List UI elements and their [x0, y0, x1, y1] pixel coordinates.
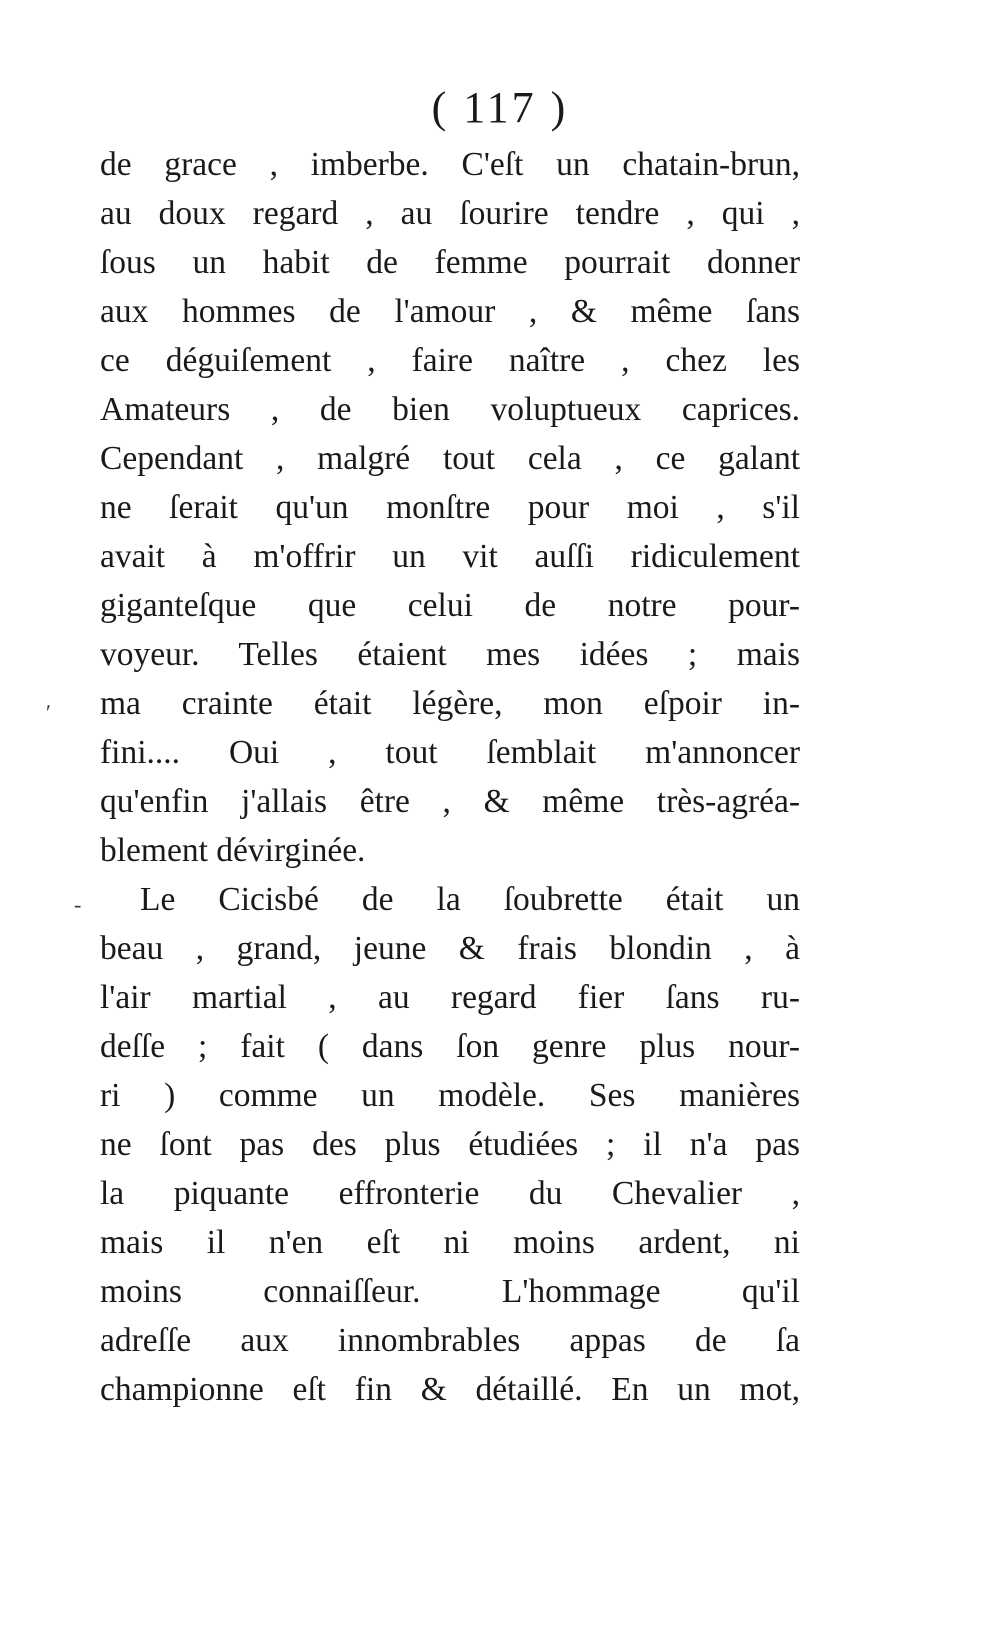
text-line: adreſſe aux innombrables appas de ſa: [100, 1322, 800, 1359]
text-line: aux hommes de l'amour , & même ſans: [100, 293, 800, 330]
text-line: Amateurs , de bien voluptueux caprices.: [100, 391, 800, 428]
body-text: [100, 140, 800, 1414]
text-line: ri ) comme un modèle. Ses manières: [100, 1077, 800, 1114]
text-line: de grace , imberbe. C'eſt un chatain-brun,: [100, 146, 800, 183]
text-line: au doux regard , au ſourire tendre , qui ,: [100, 195, 800, 232]
text-line: ma crainte était légère, mon eſpoir in-: [100, 685, 800, 722]
margin-mark: -: [74, 892, 82, 917]
margin-mark: ʹ: [46, 700, 51, 725]
text-line: Le Cicisbé de la ſoubrette était un: [140, 881, 800, 918]
text-line: championne eſt fin & détaillé. En un mot,: [100, 1371, 800, 1408]
text-line: deſſe ; fait ( dans ſon genre plus nour-: [100, 1028, 800, 1065]
text-line: l'air martial , au regard fier ſans ru-: [100, 979, 800, 1016]
text-line: giganteſque que celui de notre pour-: [100, 587, 800, 624]
text-line: moins connaiſſeur. L'hommage qu'il: [100, 1273, 800, 1310]
text-line: beau , grand, jeune & frais blondin , à: [100, 930, 800, 967]
text-line: ſous un habit de femme pourrait donner: [100, 244, 800, 281]
text-line: la piquante effronterie du Chevalier ,: [100, 1175, 800, 1212]
text-line: mais il n'en eſt ni moins ardent, ni: [100, 1224, 800, 1261]
text-line: fini.... Oui , tout ſemblait m'annoncer: [100, 734, 800, 771]
page-number: ( 117 ): [431, 83, 569, 132]
text-line: ne ſerait qu'un monſtre pour moi , s'il: [100, 489, 800, 526]
text-line: ce déguiſement , faire naître , chez les: [100, 342, 800, 379]
text-line: voyeur. Telles étaient mes idées ; mais: [100, 636, 800, 673]
text-line: qu'enfin j'allais être , & même très-agréa-: [100, 783, 800, 820]
text-line: blement dévirginée.: [100, 832, 366, 869]
text-line: ne ſont pas des plus étudiées ; il n'a pas: [100, 1126, 800, 1163]
text-line: avait à m'offrir un vit auſſi ridiculement: [100, 538, 800, 575]
text-line: Cependant , malgré tout cela , ce galant: [100, 440, 800, 477]
